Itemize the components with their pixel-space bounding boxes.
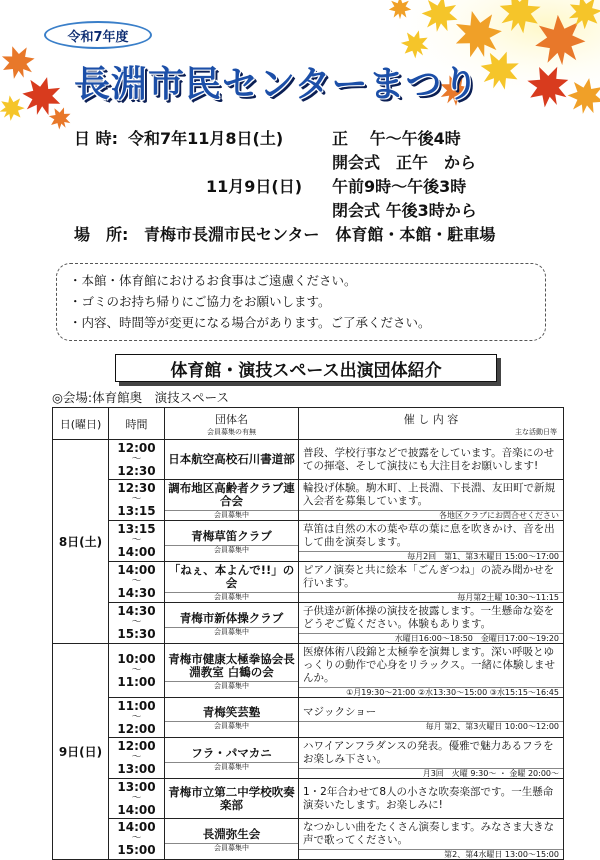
start-time: 12:30 [117,481,156,495]
date-label: 日 時: [74,129,118,148]
time-separator: ～ [131,833,142,844]
start-time: 12:00 [117,440,156,455]
end-time: 13:15 [117,504,156,518]
group-cell [165,521,299,562]
event-description: 普段、学校行事などで披露をしています。音楽にのせての揮毫、そして演技にも大注目をお願いします! [303,446,555,472]
activity-schedule: 毎月第2土曜 10:30～11:15 [299,592,563,602]
time-cell [109,819,165,860]
content-cell [299,644,564,698]
time-cell [109,779,165,819]
time-cell [109,562,165,603]
performance-table [52,407,564,860]
event-description: 子供達が新体操の演技を披露します。一生懸命な姿をどうぞご覧ください。体験もあります。 [303,605,555,630]
time-separator: ～ [131,711,142,723]
day-cell: 8日(土) [53,440,109,644]
content-cell [299,779,564,819]
activity-schedule: 第2、第4水曜日 13:00～15:00 [299,849,563,859]
group-name: 青梅笑芸塾 [202,705,261,719]
notice-item: ・ゴミのお持ち帰りにご協力をお願いします。 [69,294,331,309]
time-cell [109,644,165,698]
time-separator: ～ [131,617,142,628]
recruit-status: 会員募集中 [165,681,298,691]
end-time: 12:30 [117,463,156,478]
place-label: 場 所: [74,225,129,244]
day2-time: 午前9時～午後3時 [332,177,467,196]
recruit-status: 会員募集中 [165,843,298,853]
end-time: 14:30 [117,586,156,600]
header-group: 団体名 会員募集の有無 [165,408,299,440]
section-title: 体育館・演技スペース出演団体紹介 [115,354,497,382]
activity-schedule: 各地区クラブにお問合せください [299,510,563,520]
start-time: 14:00 [117,820,156,834]
time-cell [109,521,165,562]
group-name: 青梅市健康太極拳協会長淵教室 白鶴の会 [168,651,295,679]
time-separator: ～ [131,792,142,804]
table-header-row [53,408,564,440]
day2-date: 11月9日(日) [206,177,303,196]
header-time: 時間 [109,408,165,440]
activity-schedule: 毎月 第2、第3火曜日 10:00～12:00 [299,721,563,731]
content-cell [299,819,564,860]
notice-item: ・本館・体育館におけるお食事はご遠慮ください。 [69,273,357,288]
table-row [53,698,564,738]
content-cell [299,698,564,738]
recruit-status: 会員募集中 [165,721,298,731]
activity-schedule: 毎月2回 第1、第3木曜日 15:00～17:00 [299,551,563,561]
start-time: 10:00 [117,651,156,666]
time-cell [109,480,165,521]
page-title: 長淵市民センターまつり [74,63,480,105]
table-row [53,521,564,562]
content-cell [299,440,564,480]
end-time: 11:00 [117,674,156,689]
event-description: 医療体術八段錦と太極拳を演舞します。深い呼吸とゆっくりの動作で心身をリラックス。一緒に体験しませんか。 [303,646,555,684]
year-badge: 令和7年度 [44,21,152,49]
group-name: 青梅市新体操クラブ [179,610,284,625]
day-cell: 9日(日) [53,644,109,860]
event-description: なつかしい曲をたくさん演奏します。みなさま大きな声で歌ってください。 [303,821,555,846]
time-separator: ～ [131,752,142,763]
recruit-status: 会員募集中 [165,510,298,520]
table-row [53,644,564,698]
end-time: 14:00 [117,545,156,559]
event-description: ハワイアンフラダンスの発表。優雅で魅力あるフラをお楽しみ下さい。 [303,740,554,765]
event-description: 輪投げ体験。駒木町、上長淵、下長淵、友田町で新規入会者を募集しています。 [303,482,555,507]
group-cell [165,698,299,738]
table-row [53,440,564,480]
group-cell [165,603,299,644]
group-name: 長淵弥生会 [202,826,261,841]
time-separator: ～ [131,576,142,587]
activity-schedule: ①月19:30～21:00 ②水13:30～15:00 ③水15:15～16:45 [299,687,563,697]
content-cell [299,738,564,779]
time-separator: ～ [131,453,142,465]
group-name: 調布地区高齢者クラブ連合会 [168,481,295,508]
content-cell [299,521,564,562]
start-time: 14:30 [117,604,156,618]
notice-item: ・内容、時間等が変更になる場合があります。ご了承ください。 [69,315,431,330]
end-time: 15:30 [117,627,156,641]
notice-box [56,263,546,341]
group-cell [165,819,299,860]
activity-schedule: 月3回 火曜 9:30～ ・ 金曜 20:00～ [299,768,563,778]
start-time: 11:00 [117,698,156,713]
table-row [53,779,564,819]
table-row [53,738,564,779]
table-row [53,480,564,521]
header-day: 日(曜日) [53,408,109,440]
content-cell [299,480,564,521]
end-time: 12:00 [117,721,156,736]
venue-label: ◎会場:体育館奥 演技スペース [52,390,229,405]
content-cell [299,562,564,603]
recruit-status: 会員募集中 [165,545,298,555]
time-cell [109,440,165,480]
table-row [53,603,564,644]
table-row [53,562,564,603]
group-name: 日本航空高校石川書道部 [168,452,295,466]
day1-time: 正 午～午後4時 [332,129,461,148]
event-description: 1・2年合わせて8人の小さな吹奏楽部です。一生懸命演奏いたします。お楽しみに! [303,785,554,811]
group-cell [165,644,299,698]
event-description: マジックショー [303,706,377,718]
group-cell [165,779,299,819]
time-separator: ～ [131,664,142,676]
time-cell [109,603,165,644]
recruit-status: 会員募集中 [165,592,298,602]
time-cell [109,738,165,779]
group-cell [165,738,299,779]
day1-opening: 開会式 正午 から [332,153,477,172]
time-separator: ～ [131,535,142,546]
start-time: 14:00 [117,563,156,577]
start-time: 13:00 [117,779,156,794]
group-cell [165,480,299,521]
header-content: 催 し 内 容 主な活動日等 [299,408,564,440]
event-description: 草笛は自然の木の葉や草の葉に息を吹きかけ、音を出して曲を演奏します。 [303,523,555,548]
group-name: フラ・パマカニ [191,745,272,760]
start-time: 13:15 [117,522,156,536]
group-name: 青梅市立第二中学校吹奏楽部 [168,784,295,812]
recruit-status: 会員募集中 [165,762,298,772]
group-cell [165,440,299,480]
day2-closing: 閉会式 午後3時から [332,201,477,220]
end-time: 14:00 [117,802,156,817]
time-separator: ～ [131,494,142,505]
recruit-status: 会員募集中 [165,627,298,637]
group-name: 青梅草笛クラブ [191,528,272,543]
event-description: ピアノ演奏と共に絵本「ごんぎつね」の読み聞かせを行います。 [303,564,555,589]
table-row [53,819,564,860]
group-name: 「ねぇ、本よんで!!」の会 [168,563,295,590]
place-value: 青梅市長淵市民センター 体育館・本館・駐車場 [144,225,496,244]
end-time: 13:00 [117,762,156,776]
group-cell [165,562,299,603]
content-cell [299,603,564,644]
start-time: 12:00 [117,739,156,753]
time-cell [109,698,165,738]
header [0,0,600,128]
end-time: 15:00 [117,843,156,857]
activity-schedule: 水曜日16:00～18:50 金曜日17:00～19:20 [299,633,563,643]
day1-date: 令和7年11月8日(土) [128,129,284,148]
